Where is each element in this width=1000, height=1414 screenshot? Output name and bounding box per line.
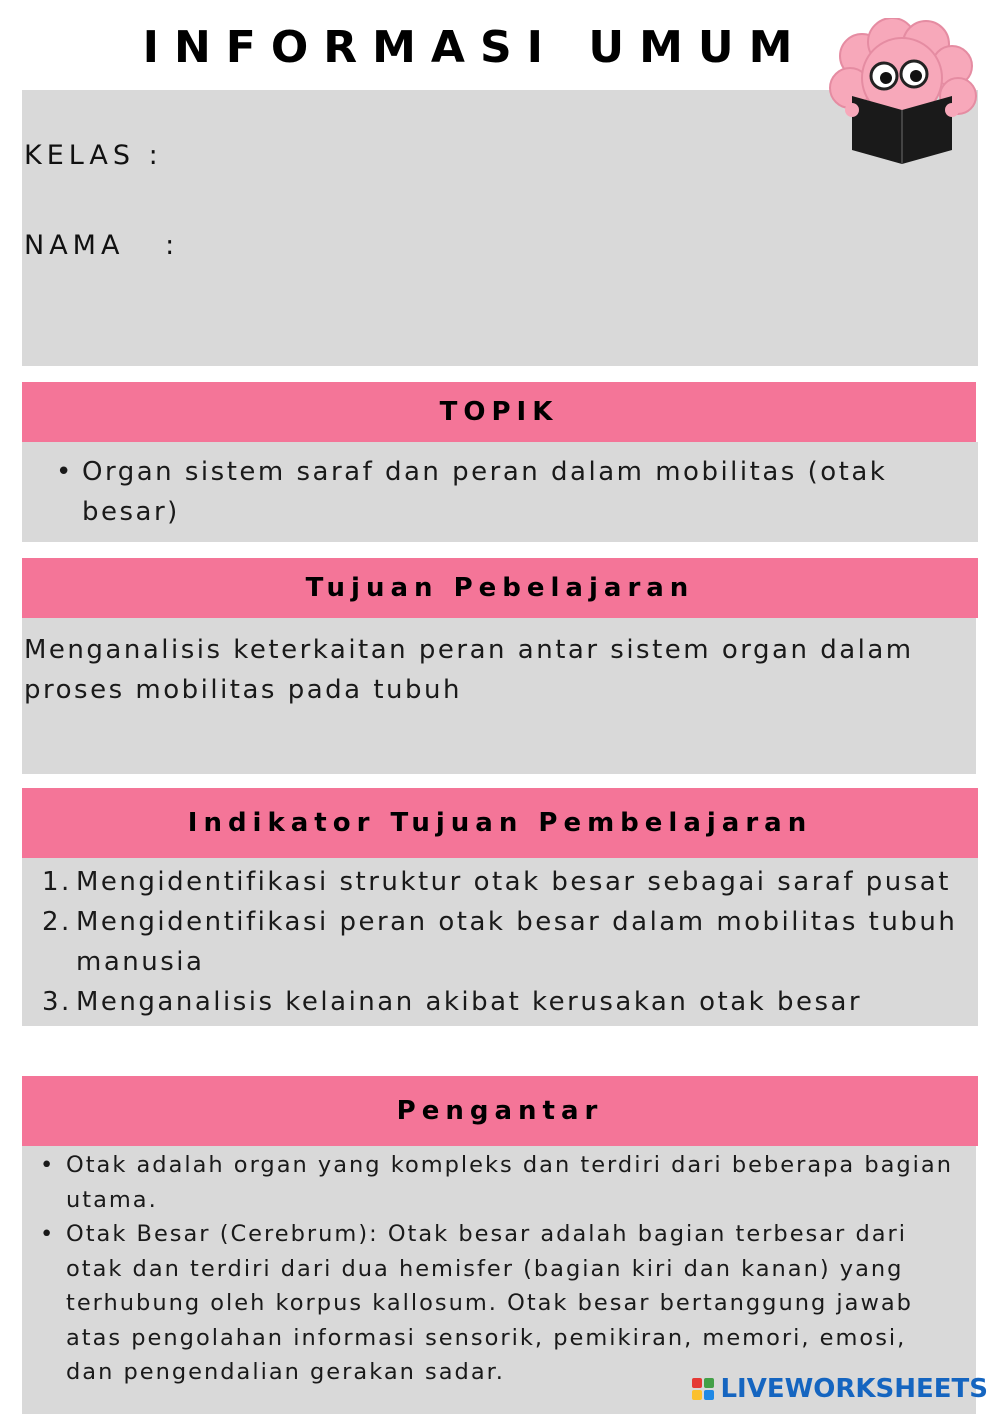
indikator-line: Menganalisis kelainan akibat kerusakan otak besar [76,987,863,1017]
list-item [42,982,966,1022]
brain-reading-book-icon [822,18,982,168]
topik-header [22,382,976,442]
tujuan-line: Menganalisis keterkaitan peran antar sistem organ dalam [24,635,914,665]
list-number: 2. [42,907,72,937]
pengantar-line: dan pengendalian gerakan sadar. [66,1359,505,1385]
topik-line: besar) [82,497,180,527]
liveworksheets-logo[interactable] [692,1374,988,1404]
pengantar-header [22,1076,978,1146]
topik-heading: TOPIK [439,397,559,427]
nama-label: NAMA : [24,230,180,261]
list-item [42,902,966,982]
pengantar-heading: Pengantar [396,1096,604,1126]
indikator-line: Mengidentifikasi peran otak besar dalam mobilitas tubuh [76,907,958,937]
indikator-heading: Indikator Tujuan Pembelajaran [187,808,813,838]
pengantar-line: terhubung oleh korpus kallosum. Otak besar bertanggung jawab [66,1290,913,1316]
pengantar-line: atas pengolahan informasi sensorik, pemikiran, memori, emosi, [66,1324,907,1351]
list-item [42,862,966,902]
topik-list [82,452,942,532]
brand-text: LIVEWORKSHEETS [720,1374,988,1404]
list-item [66,1148,978,1217]
liveworksheets-mark-icon [692,1378,714,1400]
list-item [82,452,942,532]
pengantar-line: otak dan terdiri dari dua hemisfer (bagian kiri dan kanan) yang [66,1255,904,1282]
topik-line: Organ sistem saraf dan peran dalam mobilitas (otak [82,457,888,487]
pengantar-line: Otak Besar (Cerebrum): Otak besar adalah bagian terbesar dari [66,1221,908,1247]
indikator-line: Mengidentifikasi struktur otak besar sebagai saraf pusat [76,867,951,897]
indikator-line: manusia [76,947,205,977]
tujuan-header [22,558,978,618]
pengantar-line: Otak adalah organ yang kompleks dan terdiri dari beberapa bagian [66,1152,953,1178]
pengantar-line: utama. [66,1186,158,1213]
indikator-list [42,862,966,1022]
list-number: 3. [42,987,72,1017]
tujuan-heading: Tujuan Pebelajaran [305,573,695,603]
indikator-header [22,788,978,858]
list-number: 1. [42,867,72,897]
page-title: INFORMASI UMUM [142,22,808,73]
tujuan-line: proses mobilitas pada tubuh [24,675,462,705]
tujuan-text [24,630,964,710]
pengantar-list [66,1148,978,1390]
kelas-label: KELAS : [24,140,163,171]
list-item [66,1217,978,1390]
